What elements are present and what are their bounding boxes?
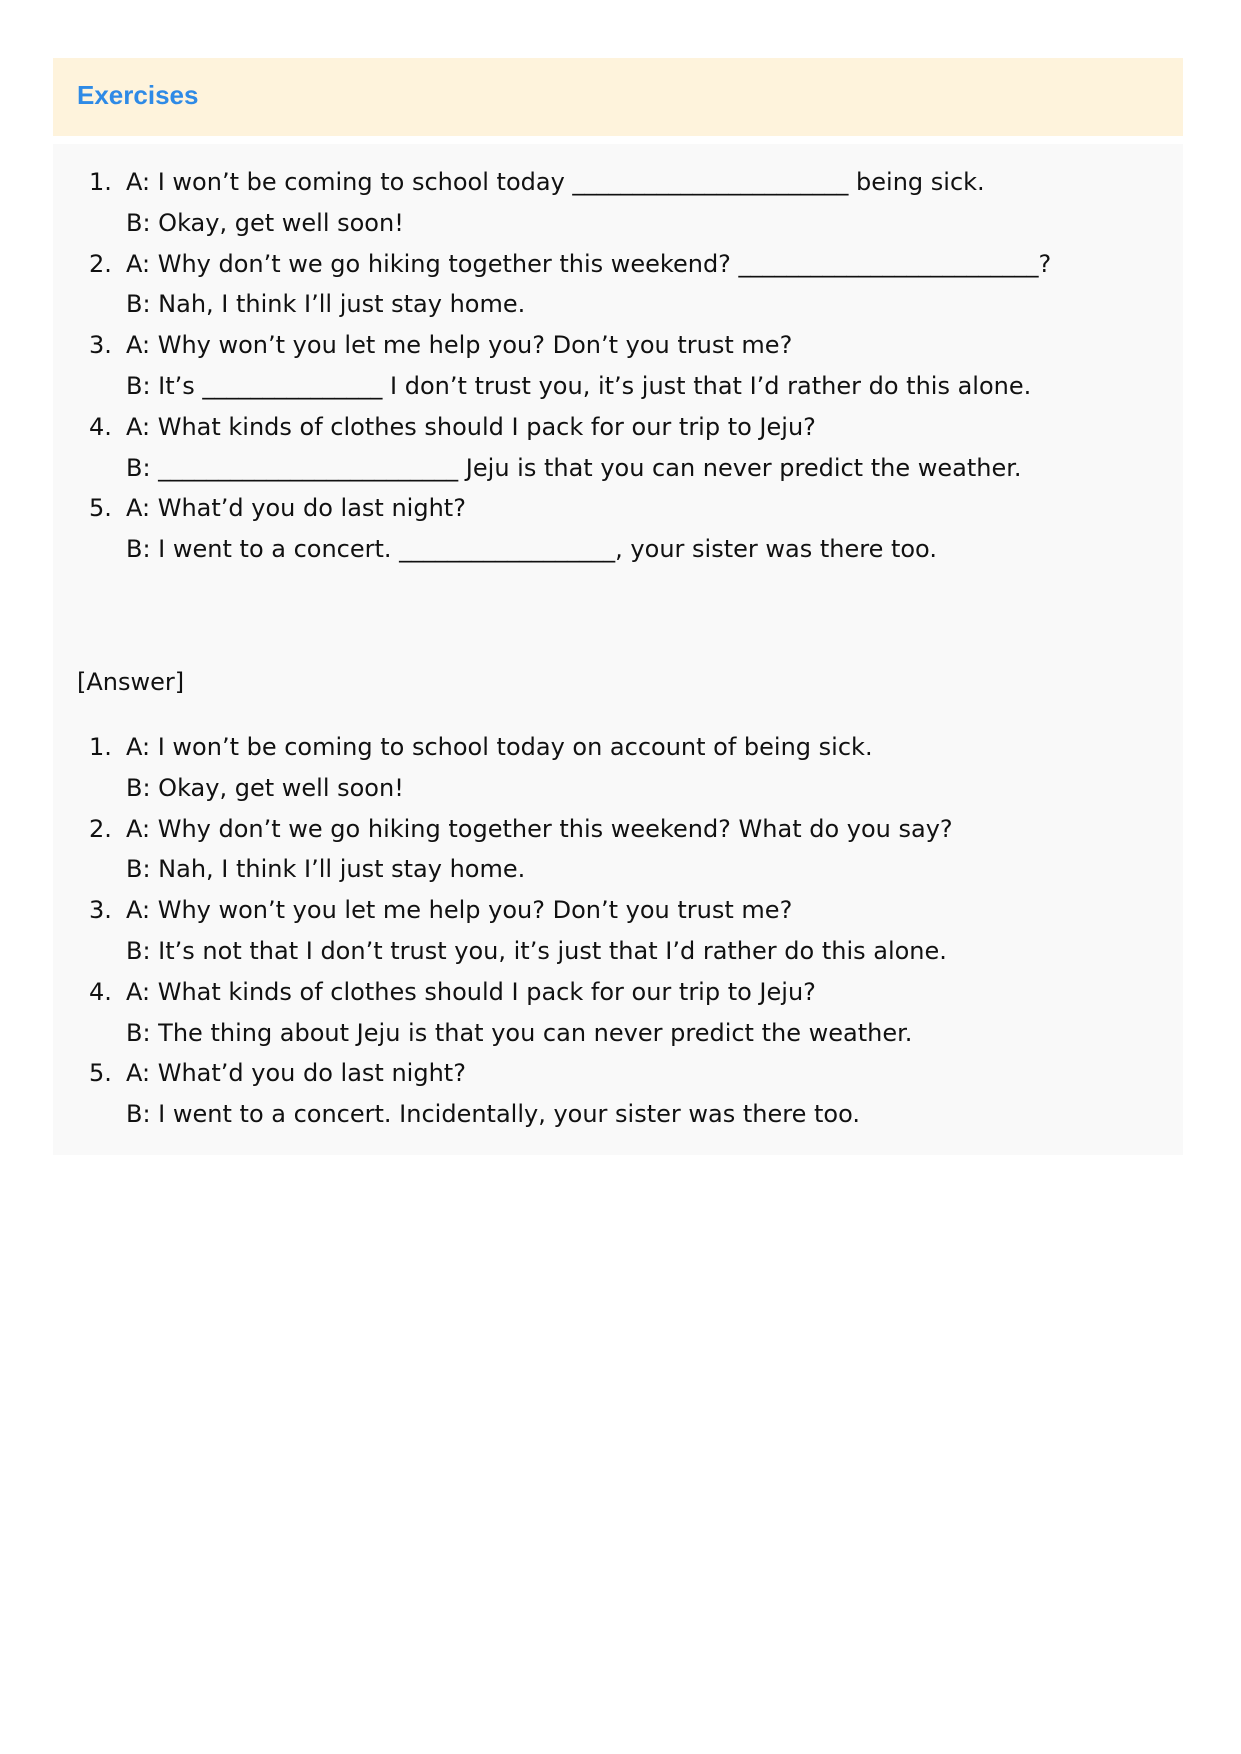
speaker-a-line: A: Why won’t you let me help you? Don’t you trust me? xyxy=(126,896,793,925)
speaker-b-line: B: The thing about Jeju is that you can never predict the weather. xyxy=(126,1018,913,1047)
speaker-a-line: A: Why won’t you let me help you? Don’t you trust me? xyxy=(126,331,793,360)
speaker-b-line: B: I went to a concert. Incidentally, your sister was there too. xyxy=(126,1100,860,1129)
exercise-item xyxy=(89,162,1051,244)
item-number: 2. xyxy=(89,249,112,278)
answer-label: [Answer] xyxy=(77,668,185,696)
exercises-content xyxy=(53,144,1183,1155)
answer-item xyxy=(89,890,953,972)
speaker-b-line: B: I went to a concert. __________________, your sister was there too. xyxy=(126,535,937,564)
speaker-a-line: A: What kinds of clothes should I pack for our trip to Jeju? xyxy=(126,412,816,441)
speaker-b-line: B: Nah, I think I’ll just stay home. xyxy=(126,855,526,884)
speaker-a-line: A: What kinds of clothes should I pack for our trip to Jeju? xyxy=(126,977,816,1006)
section-title: Exercises xyxy=(77,80,199,110)
speaker-b-line: B: Nah, I think I’ll just stay home. xyxy=(126,290,526,319)
item-number: 5. xyxy=(89,1059,112,1088)
item-number: 4. xyxy=(89,977,112,1006)
speaker-b-line: B: It’s not that I don’t trust you, it’s just that I’d rather do this alone. xyxy=(126,936,947,965)
answer-list xyxy=(89,727,953,1135)
speaker-b-line: B: Okay, get well soon! xyxy=(126,208,404,237)
exercise-item xyxy=(89,407,1051,489)
speaker-a-line: A: I won’t be coming to school today on account of being sick. xyxy=(126,733,873,761)
speaker-a-line: A: What’d you do last night? xyxy=(126,494,466,523)
speaker-b-line: B: Okay, get well soon! xyxy=(126,773,404,802)
exercise-item xyxy=(89,488,1051,570)
item-number: 3. xyxy=(89,331,112,360)
speaker-b-line: B: It’s _______________ I don’t trust you, it’s just that I’d rather do this alone. xyxy=(126,371,1032,400)
speaker-a-line: A: I won’t be coming to school today _______________________ being sick. xyxy=(126,168,985,196)
item-number: 1. xyxy=(89,733,112,761)
item-number: 2. xyxy=(89,814,112,843)
item-number: 1. xyxy=(89,168,112,196)
exercises-header xyxy=(53,58,1183,136)
item-number: 4. xyxy=(89,412,112,441)
exercise-item xyxy=(89,244,1051,326)
item-number: 3. xyxy=(89,896,112,925)
answer-item xyxy=(89,809,953,891)
exercise-list xyxy=(89,162,1051,570)
speaker-a-line: A: Why don’t we go hiking together this weekend? _________________________? xyxy=(126,249,1052,278)
speaker-a-line: A: What’d you do last night? xyxy=(126,1059,466,1088)
speaker-b-line: B: _________________________ Jeju is that you can never predict the weather. xyxy=(126,453,1022,482)
speaker-a-line: A: Why don’t we go hiking together this weekend? What do you say? xyxy=(126,814,953,843)
item-number: 5. xyxy=(89,494,112,523)
answer-item xyxy=(89,972,953,1054)
answer-item xyxy=(89,1053,953,1135)
exercise-item xyxy=(89,325,1051,407)
answer-item xyxy=(89,727,953,809)
